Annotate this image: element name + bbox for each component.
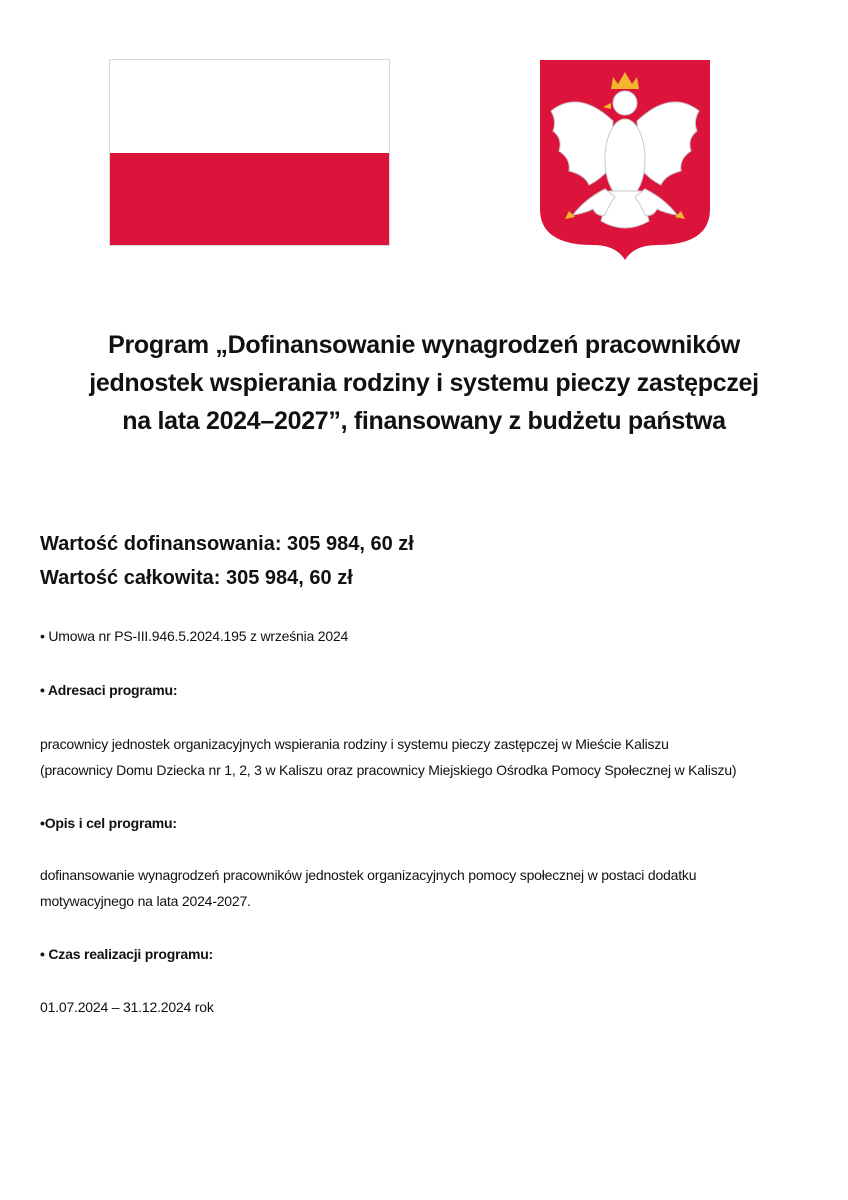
- recipients-label: • Adresaci programu:: [40, 682, 178, 698]
- agreement-number: • Umowa nr PS-III.946.5.2024.195 z września 2024: [40, 628, 349, 644]
- funding-value: Wartość dofinansowania: 305 984, 60 zł: [40, 533, 414, 555]
- total-value: Wartość całkowita: 305 984, 60 zł: [40, 567, 353, 589]
- title-line-2: jednostek wspierania rodziny i systemu pieczy zastępczej: [89, 369, 759, 397]
- recipients-line-1: pracownicy jednostek organizacyjnych wspierania rodziny i systemu pieczy zastępczej w Mieście Kaliszu: [40, 736, 669, 752]
- title-line-1: Program „Dofinansowanie wynagrodzeń pracowników: [108, 331, 740, 359]
- timeline-label: • Czas realizacji programu:: [40, 946, 214, 962]
- description-line-1: dofinansowanie wynagrodzeń pracowników jednostek organizacyjnych pomocy społecznej w postaci dodatku: [40, 867, 697, 883]
- title-line-3: na lata 2024–2027”, finansowany z budżetu państwa: [122, 407, 726, 435]
- polish-flag-icon: [109, 59, 390, 246]
- description-label: •Opis i cel programu:: [40, 815, 177, 831]
- recipients-line-2: (pracownicy Domu Dziecka nr 1, 2, 3 w Kaliszu oraz pracownicy Miejskiego Ośrodka Pomocy Społecznej w Kaliszu): [40, 762, 737, 778]
- flag-red-stripe: [110, 153, 389, 246]
- flag-white-stripe: [110, 60, 389, 153]
- description-line-2: motywacyjnego na lata 2024-2027.: [40, 893, 251, 909]
- polish-coat-of-arms-icon: [539, 59, 711, 261]
- page-title: [40, 326, 808, 440]
- timeline-dates: 01.07.2024 – 31.12.2024 rok: [40, 999, 214, 1015]
